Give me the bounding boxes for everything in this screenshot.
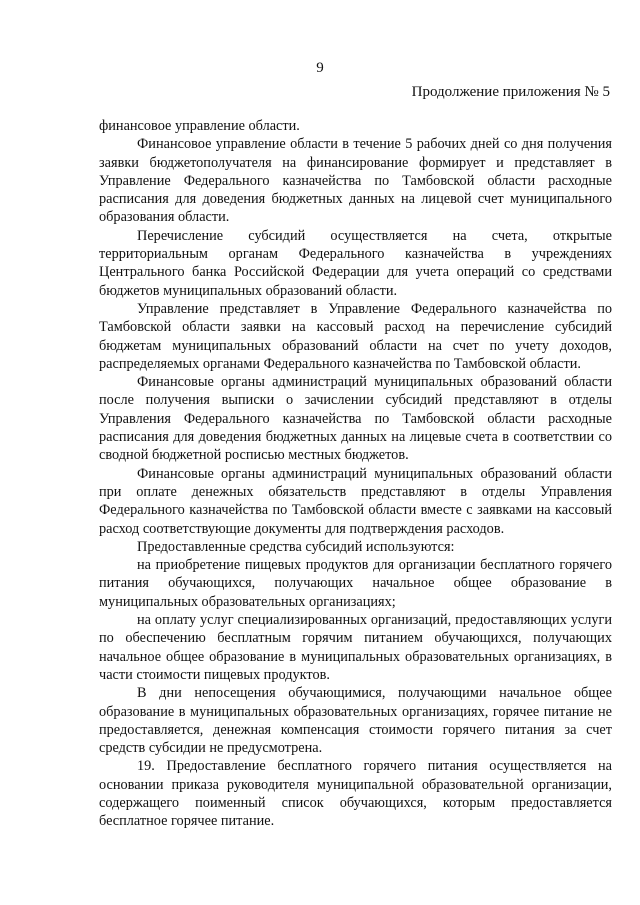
paragraph-5: Финансовые органы администраций муниципальных образований области после получения выписки о зачислении субсидий представляют в отделы Управления Федерального казначейства по Тамбовской области расходные расписания для доведения бюджетных данных на лицевые счета в соответствии со сводной бюджетной росписью местных бюджетов.	[99, 374, 612, 464]
page-number: 9	[316, 60, 324, 76]
paragraph-6: Финансовые органы администраций муниципальных образований области при оплате денежных обязательств представляют в отделы Управления Федерального казначейства по Тамбовской области вместе с заявками на кассовый расход соответствующие документы для подтверждения расходов.	[99, 465, 612, 537]
paragraph-1: финансовое управление области.	[99, 118, 300, 134]
paragraph-4: Управление представляет в Управление Федерального казначейства по Тамбовской области заявки на кассовый расход на перечисление субсидий бюджетам муниципальных образований области на счет по учету доходов, распределяемых органами Федерального казначейства по Тамбовской области.	[99, 300, 612, 372]
paragraph-2: Финансовое управление области в течение 5 рабочих дней со дня получения заявки бюджетополучателя на финансирование формирует и представляет в Управление Федерального казначейства по Тамбовской области расходные расписания для доведения бюджетных данных на лицевой счет муниципального образования области.	[99, 136, 612, 226]
paragraph-11: 19. Предоставление бесплатного горячего питания осуществляется на основании приказа руководителя муниципальной образовательной организации, содержащего поименный список обучающихся, которым предоставляется бесплатное горячее питание.	[99, 758, 612, 830]
paragraph-10: В дни непосещения обучающимися, получающими начальное общее образование в муниципальных образовательных организациях, горячее питание не предоставляется, денежная компенсация стоимости горячего питания за счет средств субсидии не предусмотрена.	[99, 685, 612, 757]
document-body	[99, 117, 612, 831]
paragraph-9: на оплату услуг специализированных организаций, предоставляющих услуги по обеспечению бесплатным горячим питанием обучающихся, получающих начальное общее образование в муниципальных образовательных организациях, в части стоимости пищевых продуктов.	[99, 612, 612, 683]
paragraph-7: Предоставленные средства субсидий используются:	[137, 538, 455, 555]
appendix-continuation-note: Продолжение приложения № 5	[411, 84, 610, 100]
paragraph-8: на приобретение пищевых продуктов для организации бесплатного горячего питания обучающихся, получающих начальное общее образование в муниципальных образовательных организациях;	[99, 557, 612, 610]
paragraph-3: Перечисление субсидий осуществляется на счета, открытые территориальным органам Федерального казначейства в учреждениях Центрального банка Российской Федерации для учета операций со средствами бюджетов муниципальных образований области.	[99, 227, 612, 299]
